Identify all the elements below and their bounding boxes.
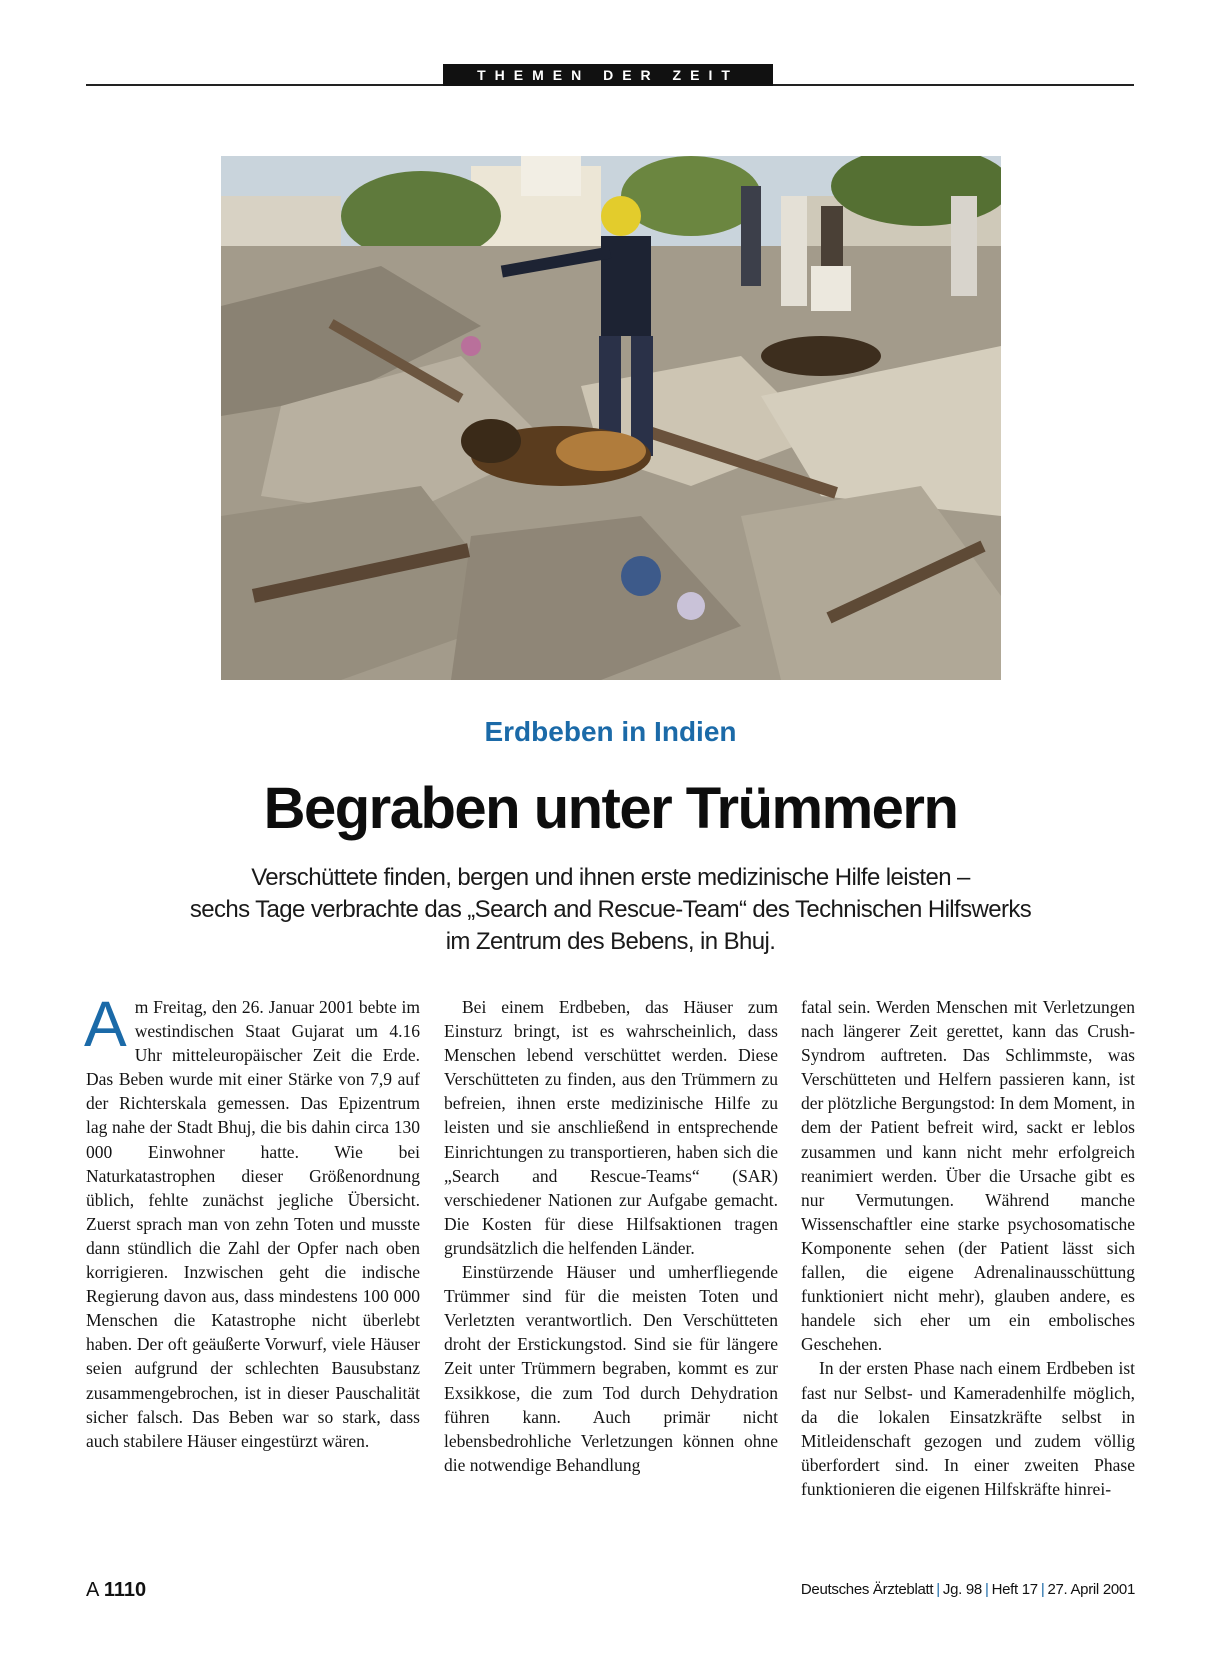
separator: | [984, 1581, 989, 1598]
drop-cap: A [84, 988, 127, 1060]
article-deck [150, 862, 1071, 958]
body-column-1 [84, 988, 420, 1453]
body-column-2 [444, 995, 778, 1477]
deck-line: im Zentrum des Bebens, in Bhuj. [445, 928, 776, 955]
journal-citation [801, 1581, 1135, 1598]
body-column-3 [801, 995, 1135, 1501]
separator: | [1040, 1581, 1045, 1598]
section-label: THEMEN DER ZEIT [443, 64, 773, 86]
paragraph: Bei einem Erdbeben, das Häuser zum Einsturz bringt, ist es wahrscheinlich, dass Menschen lebend verschüttet werden. Diese Verschütteten zu finden, aus den Trümmern zu befreien, ihnen erste medizinische Hilfe zu leisten und sie anschließend in entsprechende Einrichtungen zu transportieren, haben sich die „Search and Rescue-Teams“ (SAR) verschiedener Nationen zur Aufgabe gemacht. Die Kosten für diese Hilfsaktionen tragen grundsätzlich die helfenden Länder. [444, 997, 778, 1258]
page-number [86, 1579, 146, 1602]
page-prefix: A [86, 1579, 99, 1601]
journal-volume: Jg. 98 [942, 1581, 982, 1598]
journal-date: 27. April 2001 [1047, 1581, 1135, 1598]
page-number-value: 1110 [103, 1579, 147, 1601]
paragraph: In der ersten Phase nach einem Erdbeben ist fast nur Selbst- und Kameradenhilfe möglich, da die lokalen Einsatzkräfte selbst in Mitleidenschaft gezogen und zudem völlig überfordert sind. In einer zweiten Phase funktionieren die eigenen Hilfskräfte hinrei- [801, 1358, 1135, 1499]
deck-line: sechs Tage verbrachte das „Search and Rescue-Team“ des Technischen Hilfswerks [189, 896, 1032, 923]
paragraph: Einstürzende Häuser und umherfliegende Trümmer sind für die meisten Toten und Verletzten verantwortlich. Den Verschütteten droht der Erstickungstod. Sind sie für längere Zeit unter Trümmern begraben, kommt es zur Exsikkose, die zum Tod durch Dehydration führen kann. Auch primär nicht lebensbedrohliche Verletzungen können ohne die notwendige Behandlung [444, 1262, 778, 1475]
journal-issue: Heft 17 [991, 1581, 1038, 1598]
deck-line: Verschüttete finden, bergen und ihnen erste medizinische Hilfe leisten – [251, 864, 970, 891]
article-kicker: Erdbeben in Indien [484, 716, 737, 747]
separator: | [936, 1581, 940, 1598]
paragraph: m Freitag, den 26. Januar 2001 bebte im westindischen Staat Gujarat um 4.16 Uhr mitteleuropäischer Zeit die Erde. Das Beben wurde mit einer Stärke von 7,9 auf der Richterskala gemessen. Das Epizentrum lag nahe der Stadt Bhuj, die bis dahin circa 130 000 Einwohner hatte. Wie bei Naturkatastrophen dieser Größenordnung üblich, fehlte zunächst jegliche Übersicht. Zuerst sprach man von zehn Toten und musste dann stündlich die Zahl der Opfer nach oben korrigieren. Inzwischen geht die indische Regierung davon aus, dass mindestens 100 000 Menschen die Katastrophe nicht überlebt haben. Der oft geäußerte Vorwurf, viele Häuser seien aufgrund der schlechten Bausubstanz zusammengebrochen, ist in dieser Pauschalität sicher falsch. Das Beben war so stark, dass auch stabilere Häuser eingestürzt wären. [86, 997, 420, 1451]
paragraph: fatal sein. Werden Menschen mit Verletzungen nach längerer Zeit gerettet, kann das Crush-Syndrom auftreten. Das Schlimmste, was Verschütteten und Helfern passieren kann, ist der plötzliche Bergungstod: In dem Moment, in dem der Patient befreit wird, sackt er leblos zusammen und kann nicht mehr erfolgreich reanimiert werden. Über die Ursache gibt es nur Vermutungen. Während manche Wissenschaftler eine starke psychosomatische Komponente sehen (der Patient lässt sich fallen, die eigene Adrenalinausschüttung funktioniert nicht mehr), glauben andere, es handele sich eher um ein embolisches Geschehen. [801, 997, 1135, 1355]
article-photo [221, 156, 1001, 680]
journal-name: Deutsches Ärzteblatt [800, 1581, 934, 1598]
article-title: Begraben unter Trümmern [263, 776, 958, 841]
